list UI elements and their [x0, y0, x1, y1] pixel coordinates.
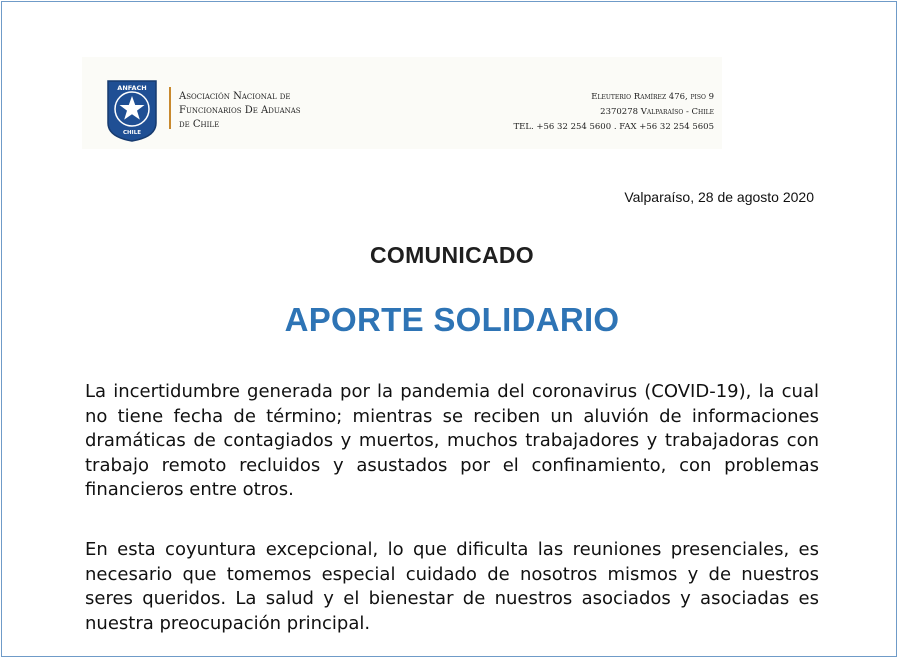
document-heading: COMUNICADO — [370, 242, 534, 268]
body-paragraph-1: La incertidumbre generada por la pandemia del coronavirus (COVID-19), la cual no tiene fecha de término; mientras se reciben un aluvión de informaciones dramáticas de contagiados y muertos, muchos trabajadores y trabajadoras con trabajo remoto recluidos y asustados por el confinamiento, con problemas financieros entre otros. — [85, 381, 819, 500]
document-title: APORTE SOLIDARIO — [284, 301, 620, 338]
address-phone-fax: TEL. +56 32 254 5600 . FAX +56 32 254 5605 — [513, 122, 714, 132]
org-name-line: de Chile — [179, 119, 220, 130]
logo-text-bottom: CHILE — [123, 130, 141, 136]
letterhead-divider — [169, 87, 171, 129]
anfach-shield-icon — [106, 79, 158, 143]
organization-address — [513, 90, 714, 135]
body-paragraph-2: En esta coyuntura excepcional, lo que dificulta las reuniones presenciales, es necesario que tomemos especial cuidado de nosotros mismos y de nuestros seres queridos. La salud y el bienestar de nuestros asociados y asociadas es nuestra preocupación principal. — [85, 539, 819, 634]
document-page — [1, 1, 897, 657]
org-name-line: Funcionarios De Aduanas — [179, 105, 301, 116]
address-city: 2370278 Valparaíso - Chile — [600, 107, 714, 117]
address-street: Eleuterio Ramírez 476, piso 9 — [591, 92, 714, 102]
anfach-logo — [106, 79, 158, 143]
organization-name — [179, 90, 301, 132]
logo-text-top: ANFACH — [117, 84, 147, 92]
letterhead — [82, 57, 722, 149]
document-date: Valparaíso, 28 de agosto 2020 — [624, 189, 814, 205]
org-name-line: Asociación Nacional de — [179, 91, 291, 102]
